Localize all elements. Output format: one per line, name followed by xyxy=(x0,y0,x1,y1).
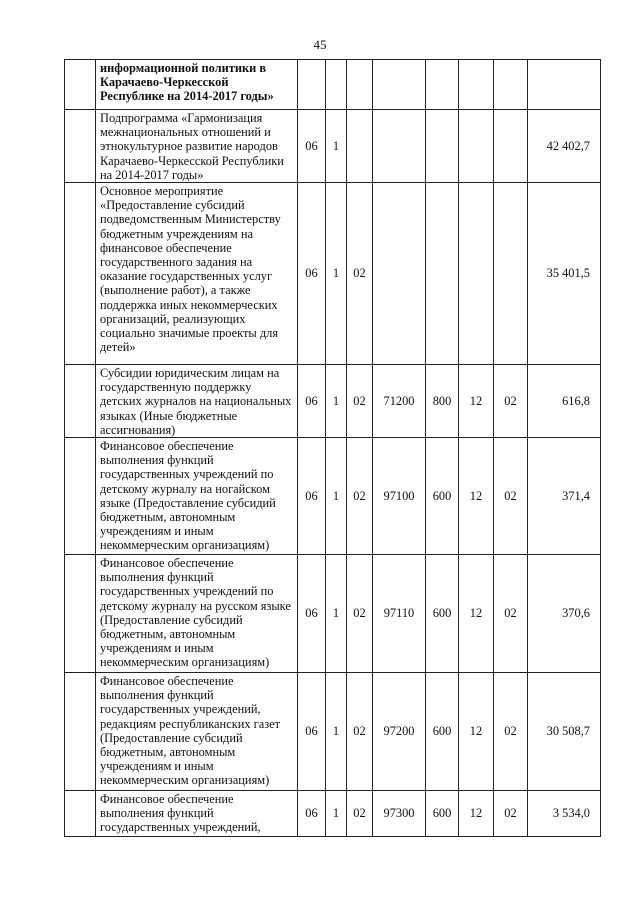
code-cell: 600 xyxy=(426,673,459,791)
page-number: 45 xyxy=(313,37,327,52)
amount-cell: 35 401,5 xyxy=(528,183,601,365)
code-cell: 06 xyxy=(298,438,326,555)
code-cell xyxy=(347,60,373,110)
code-cell: 600 xyxy=(426,791,459,837)
row-index-cell xyxy=(65,791,96,837)
table-row xyxy=(65,555,601,673)
code-cell: 06 xyxy=(298,555,326,673)
code-cell xyxy=(459,110,494,183)
code-cell: 02 xyxy=(347,673,373,791)
table-row xyxy=(65,110,601,183)
code-cell: 97100 xyxy=(373,438,426,555)
budget-table xyxy=(64,59,601,837)
row-index-cell xyxy=(65,110,96,183)
table-row xyxy=(65,60,601,110)
code-cell: 12 xyxy=(459,438,494,555)
code-cell xyxy=(459,183,494,365)
code-cell: 600 xyxy=(426,438,459,555)
code-cell: 97200 xyxy=(373,673,426,791)
amount-cell: 370,6 xyxy=(528,555,601,673)
item-name-cell: Финансовое обеспечение выполнения функций государственных учреждений по детскому журналу на ногайском языке (Предоставление субсидий бюджетным, автономным учреждениям и иным некоммерческим организациям) xyxy=(96,438,298,555)
code-cell: 06 xyxy=(298,183,326,365)
code-cell xyxy=(494,60,528,110)
code-cell xyxy=(373,60,426,110)
code-cell xyxy=(426,110,459,183)
code-cell xyxy=(459,60,494,110)
code-cell: 1 xyxy=(326,365,347,438)
code-cell xyxy=(494,110,528,183)
code-cell: 1 xyxy=(326,110,347,183)
table-row xyxy=(65,438,601,555)
table-row xyxy=(65,791,601,837)
code-cell: 06 xyxy=(298,365,326,438)
code-cell xyxy=(426,183,459,365)
item-name-cell: Финансовое обеспечение выполнения функций государственных учреждений по детскому журналу на русском языке (Предоставление субсидий бюджетным, автономным учреждениям и иным некоммерческим организациям) xyxy=(96,555,298,673)
code-cell: 02 xyxy=(494,365,528,438)
code-cell: 1 xyxy=(326,791,347,837)
code-cell: 1 xyxy=(326,438,347,555)
item-name-cell: Основное мероприятие «Предоставление субсидий подведомственным Министерству бюджетным учреждениям на финансовое обеспечение государственного задания на оказание государственных услуг (выполнение работ), а также поддержка иных некоммерческих организаций, реализующих социально значимые проекты для детей» xyxy=(96,183,298,365)
code-cell: 71200 xyxy=(373,365,426,438)
code-cell xyxy=(298,60,326,110)
code-cell: 800 xyxy=(426,365,459,438)
code-cell xyxy=(347,110,373,183)
amount-cell: 616,8 xyxy=(528,365,601,438)
row-index-cell xyxy=(65,555,96,673)
row-index-cell xyxy=(65,673,96,791)
amount-cell: 3 534,0 xyxy=(528,791,601,837)
code-cell: 06 xyxy=(298,791,326,837)
amount-cell: 30 508,7 xyxy=(528,673,601,791)
item-name-cell: Финансовое обеспечение выполнения функций государственных учреждений, xyxy=(96,791,298,837)
code-cell xyxy=(326,60,347,110)
row-index-cell xyxy=(65,438,96,555)
item-name-cell: информационной политики в Карачаево-Черкесской Республике на 2014-2017 годы» xyxy=(96,60,298,110)
code-cell: 02 xyxy=(347,365,373,438)
row-index-cell xyxy=(65,60,96,110)
table-row xyxy=(65,183,601,365)
code-cell xyxy=(373,110,426,183)
code-cell: 02 xyxy=(347,183,373,365)
code-cell: 06 xyxy=(298,110,326,183)
code-cell: 12 xyxy=(459,555,494,673)
code-cell: 02 xyxy=(347,791,373,837)
code-cell: 02 xyxy=(347,438,373,555)
table-row xyxy=(65,365,601,438)
code-cell: 97110 xyxy=(373,555,426,673)
code-cell: 02 xyxy=(494,438,528,555)
code-cell: 12 xyxy=(459,673,494,791)
amount-cell: 42 402,7 xyxy=(528,110,601,183)
item-name-cell: Финансовое обеспечение выполнения функций государственных учреждений, редакциям республиканских газет (Предоставление субсидий бюджетным, автономным учреждениям и иным некоммерческим организациям) xyxy=(96,673,298,791)
amount-cell xyxy=(528,60,601,110)
code-cell: 1 xyxy=(326,673,347,791)
row-index-cell xyxy=(65,183,96,365)
code-cell: 02 xyxy=(494,673,528,791)
code-cell: 600 xyxy=(426,555,459,673)
code-cell: 1 xyxy=(326,183,347,365)
code-cell: 1 xyxy=(326,555,347,673)
row-index-cell xyxy=(65,365,96,438)
code-cell: 02 xyxy=(494,555,528,673)
table-row xyxy=(65,673,601,791)
code-cell: 02 xyxy=(347,555,373,673)
code-cell: 06 xyxy=(298,673,326,791)
amount-cell: 371,4 xyxy=(528,438,601,555)
item-name-cell: Субсидии юридическим лицам на государственную поддержку детских журналов на национальных языках (Иные бюджетные ассигнования) xyxy=(96,365,298,438)
code-cell xyxy=(494,183,528,365)
code-cell xyxy=(373,183,426,365)
item-name-cell: Подпрограмма «Гармонизация межнациональных отношений и этнокультурное развитие народов Карачаево-Черкесской Республики на 2014-2017 годы» xyxy=(96,110,298,183)
code-cell xyxy=(426,60,459,110)
code-cell: 02 xyxy=(494,791,528,837)
code-cell: 12 xyxy=(459,791,494,837)
code-cell: 12 xyxy=(459,365,494,438)
code-cell: 97300 xyxy=(373,791,426,837)
